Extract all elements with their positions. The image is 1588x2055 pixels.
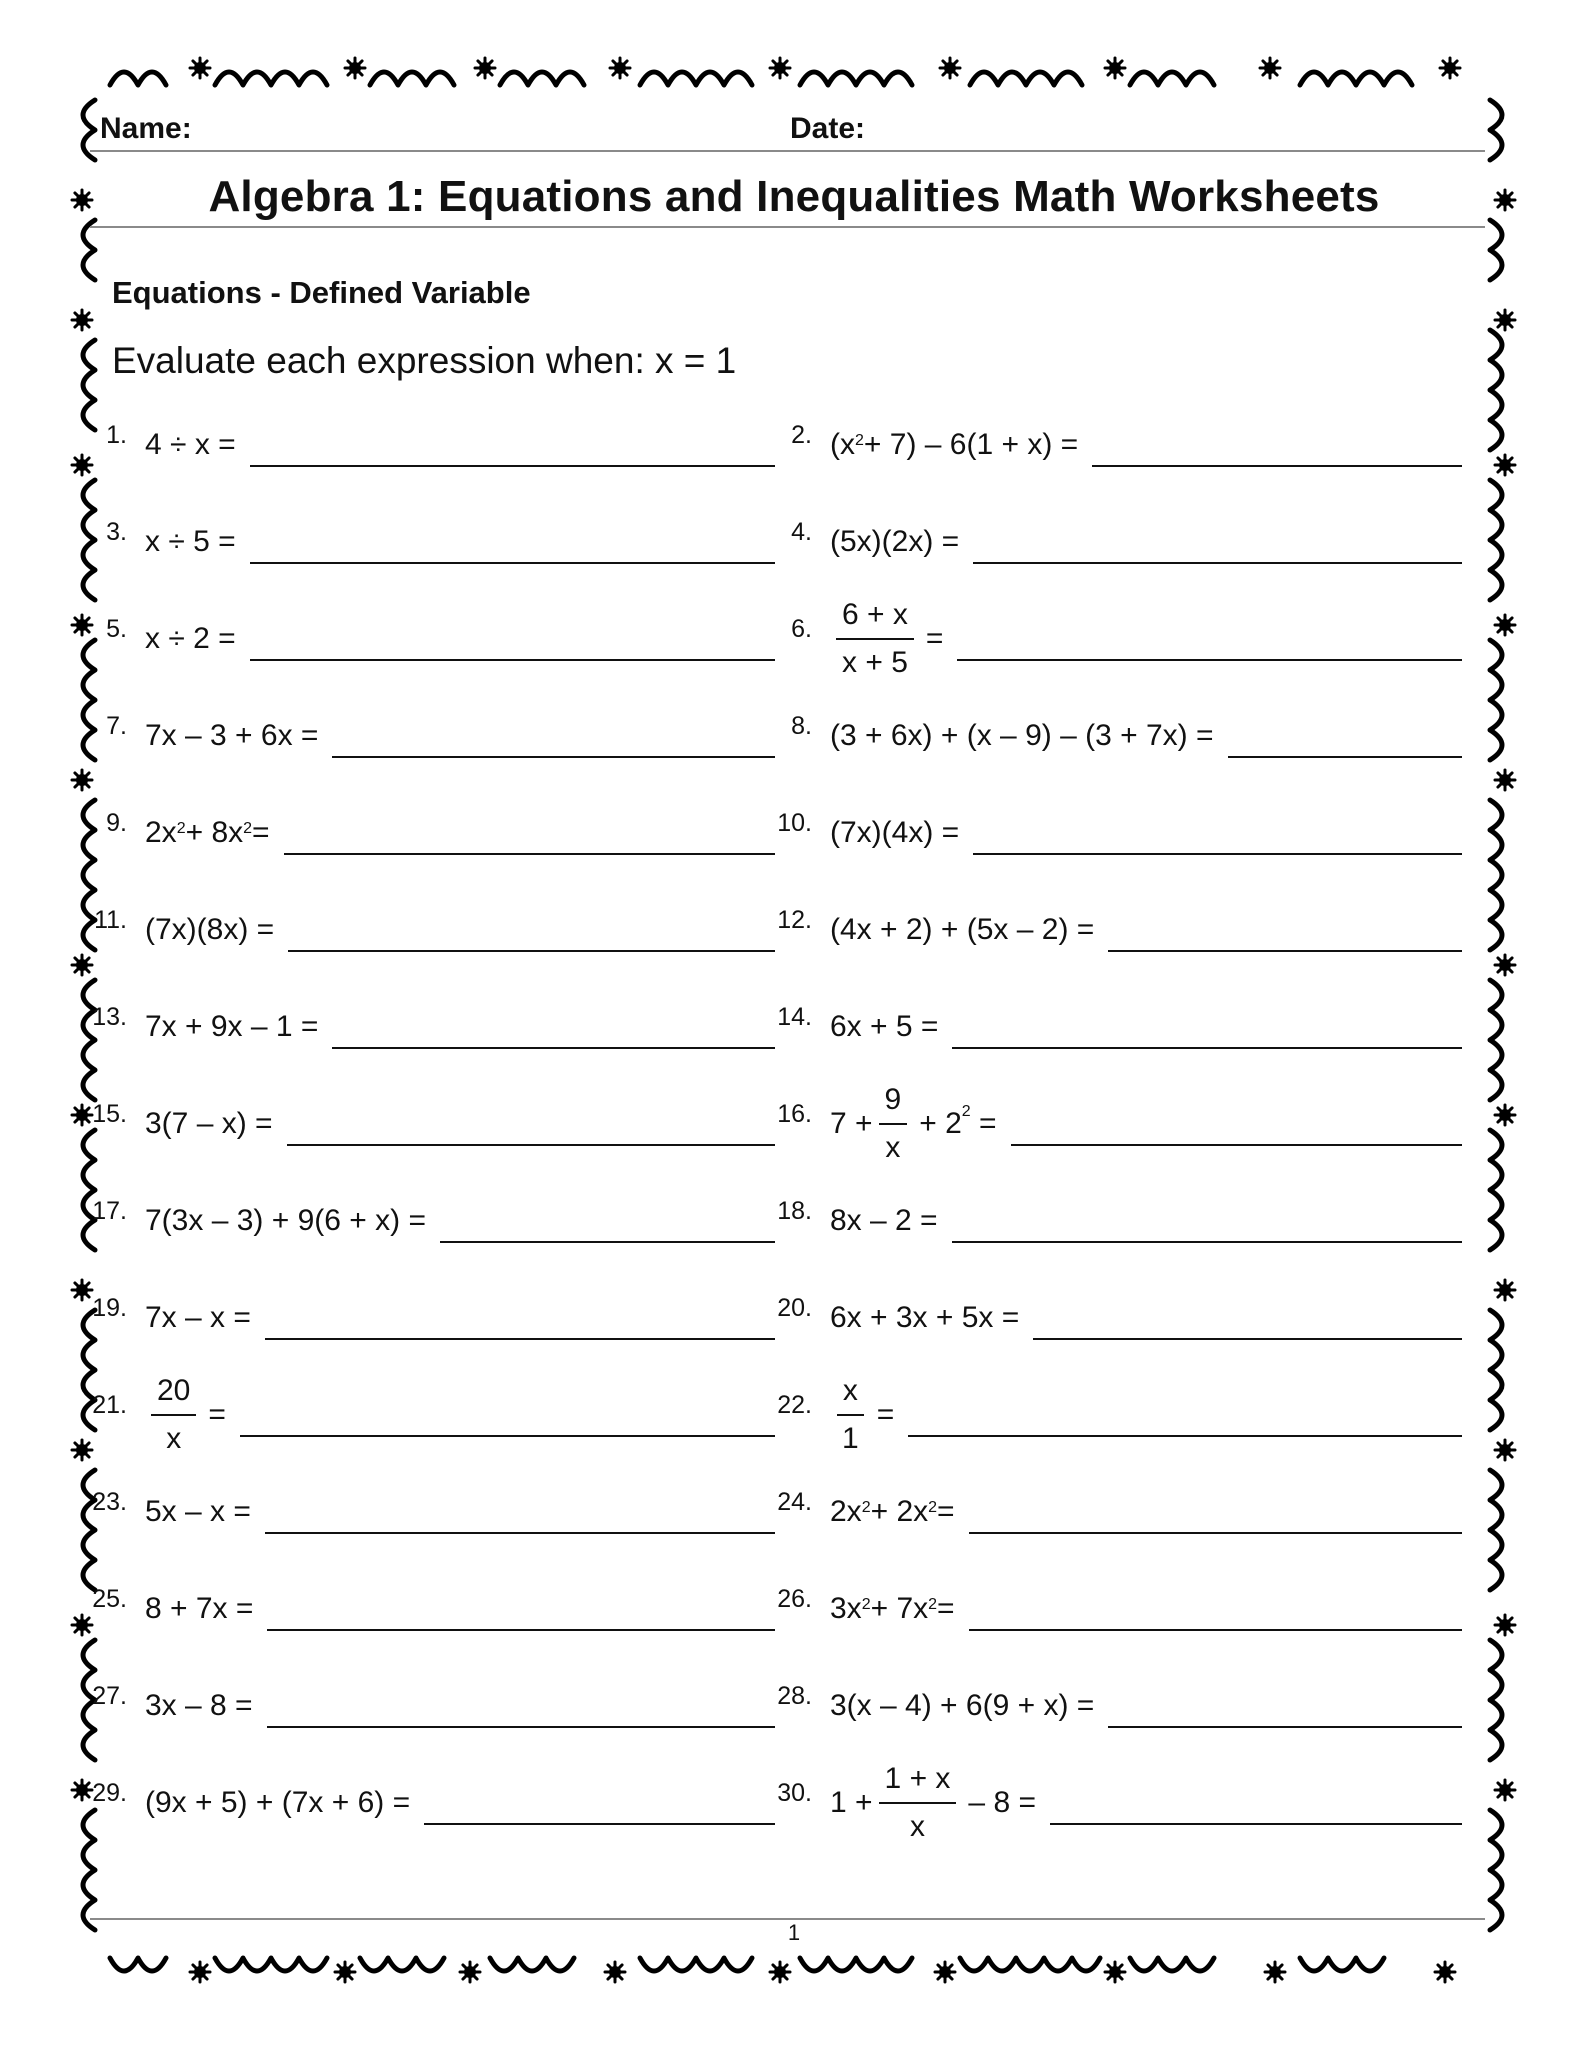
fraction	[836, 1376, 865, 1454]
problem-item	[85, 793, 775, 873]
header-divider	[90, 150, 1485, 152]
problem-expression: 7(3x – 3) + 9(6 + x) =	[145, 1204, 426, 1237]
problem-expression: 7x – 3 + 6x =	[145, 719, 319, 752]
fraction	[879, 1085, 908, 1163]
problem-expression: (7x)(4x) =	[830, 816, 960, 849]
problem-item	[770, 502, 1462, 582]
problem-number: 16.	[777, 1100, 812, 1128]
answer-line[interactable]	[1092, 465, 1462, 467]
problem-number: 29.	[92, 1779, 127, 1807]
problem-expression	[145, 1375, 226, 1455]
problem-expression: 6x + 3x + 5x =	[830, 1301, 1020, 1334]
problem-expression: 7x + 9x – 1 =	[145, 1010, 319, 1043]
problem-expression: (7x)(8x) =	[145, 913, 275, 946]
problem-number: 24.	[777, 1488, 812, 1516]
problem-expression: 4 ÷ x =	[145, 428, 236, 461]
fraction	[836, 600, 914, 678]
problem-number: 18.	[777, 1197, 812, 1225]
answer-line[interactable]	[424, 1823, 775, 1825]
fraction-numerator: 9	[879, 1085, 908, 1125]
problem-number: 25.	[92, 1585, 127, 1613]
problem-expression: 3(7 – x) =	[145, 1107, 273, 1140]
problem-number: 7.	[106, 712, 127, 740]
problem-number: 15.	[92, 1100, 127, 1128]
answer-line[interactable]	[240, 1435, 775, 1437]
problem-item	[85, 1472, 775, 1552]
problem-expression: 7 + $\frac{9}{x}$ + $2^2$ =	[830, 1083, 997, 1164]
problem-item	[85, 1278, 775, 1358]
problem-expression	[830, 1375, 894, 1455]
instruction-text: Evaluate each expression when: x = 1	[112, 340, 737, 381]
problem-number: 28.	[777, 1682, 812, 1710]
date-label: Date:	[790, 112, 866, 145]
problem-number: 6.	[791, 615, 812, 643]
problem-expression: (3 + 6x) + (x – 9) – (3 + 7x) =	[830, 719, 1214, 752]
fraction-denominator: x	[909, 1810, 925, 1843]
fraction	[151, 1376, 196, 1454]
problem-number: 14.	[777, 1003, 812, 1031]
problem-item	[770, 1472, 1462, 1552]
fraction-denominator: 1	[842, 1422, 859, 1455]
problem-expression: 3(x – 4) + 6(9 + x) =	[830, 1689, 1095, 1722]
problem-expression: (x $^2$ + 7) – 6(1 + x) =	[830, 428, 1079, 461]
problem-item	[770, 987, 1462, 1067]
name-label: Name:	[100, 112, 192, 145]
answer-line[interactable]	[952, 1241, 1462, 1243]
answer-line[interactable]	[284, 853, 775, 855]
problem-expression: 3x – 8 =	[145, 1689, 253, 1722]
fraction	[879, 1764, 957, 1842]
answer-line[interactable]	[287, 1144, 775, 1146]
problem-number: 17.	[92, 1197, 127, 1225]
problem-number: 22.	[777, 1391, 812, 1419]
problem-expression: (5x)(2x) =	[830, 525, 960, 558]
problem-item	[770, 599, 1462, 679]
problem-item	[770, 1181, 1462, 1261]
problem-expression: 8x – 2 =	[830, 1204, 938, 1237]
problem-item	[85, 1666, 775, 1746]
answer-line[interactable]	[250, 465, 775, 467]
answer-line[interactable]	[952, 1047, 1462, 1049]
problem-item	[85, 1181, 775, 1261]
answer-line[interactable]	[1050, 1823, 1462, 1825]
fraction-denominator: x + 5	[842, 646, 908, 679]
fraction-denominator: x	[166, 1422, 182, 1455]
problem-number: 3.	[106, 518, 127, 546]
problem-number: 9.	[106, 809, 127, 837]
problem-item	[85, 502, 775, 582]
answer-line[interactable]	[957, 659, 1462, 661]
answer-line[interactable]	[267, 1629, 775, 1631]
problem-item	[770, 1375, 1462, 1455]
problem-number: 8.	[791, 712, 812, 740]
problem-number: 11.	[94, 906, 127, 934]
expression-tail: =	[925, 622, 944, 655]
fraction-numerator: 1 + x	[879, 1764, 957, 1804]
problem-number: 20.	[777, 1294, 812, 1322]
answer-line[interactable]	[908, 1435, 1462, 1437]
expression-tail: + $2^2$ =	[919, 1103, 997, 1140]
answer-line[interactable]	[265, 1532, 775, 1534]
problem-number: 27.	[92, 1682, 127, 1710]
problem-item	[85, 1084, 775, 1164]
problem-item	[85, 696, 775, 776]
problem-expression: 2x $^2$ + 2x $^2$ =	[830, 1495, 955, 1528]
problem-expression: 2x $^2$ + 8x $^2$ =	[145, 816, 270, 849]
problem-item	[770, 405, 1462, 485]
answer-line[interactable]	[1108, 950, 1462, 952]
problem-item	[770, 1278, 1462, 1358]
expression-tail: =	[876, 1398, 895, 1431]
problem-item	[85, 890, 775, 970]
problem-item	[770, 1569, 1462, 1649]
problem-number: 19.	[92, 1294, 127, 1322]
answer-line[interactable]	[265, 1338, 775, 1340]
problem-expression: 8 + 7x =	[145, 1592, 254, 1625]
expression-tail: – 8 =	[968, 1786, 1036, 1819]
answer-line[interactable]	[1228, 756, 1462, 758]
problem-number: 10.	[777, 809, 812, 837]
problem-number: 13.	[92, 1003, 127, 1031]
problem-number: 4.	[791, 518, 812, 546]
problem-item	[770, 890, 1462, 970]
worksheet-title: Algebra 1: Equations and Inequalities Math Worksheets	[208, 172, 1380, 221]
problem-number: 21.	[92, 1391, 127, 1419]
problem-number: 30.	[777, 1779, 812, 1807]
fraction-numerator: 6 + x	[836, 600, 914, 640]
problem-item	[85, 1375, 775, 1455]
problem-expression: 7x – x =	[145, 1301, 251, 1334]
problem-expression	[830, 599, 943, 679]
problem-expression: (4x + 2) + (5x – 2) =	[830, 913, 1095, 946]
problem-item	[770, 1084, 1462, 1164]
problem-item	[770, 696, 1462, 776]
problem-item	[770, 1666, 1462, 1746]
answer-line[interactable]	[1033, 1338, 1462, 1340]
problem-expression: 6x + 5 =	[830, 1010, 939, 1043]
problem-item	[770, 1763, 1462, 1843]
problem-expression: 1 + $\frac{1 + x}{x}$ – 8 =	[830, 1762, 1036, 1843]
problem-item	[85, 599, 775, 679]
answer-line[interactable]	[332, 756, 775, 758]
problem-number: 26.	[777, 1585, 812, 1613]
problem-item	[85, 405, 775, 485]
fraction-numerator: 20	[151, 1376, 196, 1416]
problem-expression: 5x – x =	[145, 1495, 251, 1528]
problem-number: 2.	[791, 421, 812, 449]
problem-expression: x ÷ 2 =	[145, 622, 236, 655]
fraction-denominator: x	[885, 1131, 901, 1164]
problem-number: 23.	[92, 1488, 127, 1516]
answer-line[interactable]	[332, 1047, 775, 1049]
problem-item	[85, 987, 775, 1067]
answer-line[interactable]	[1011, 1144, 1462, 1146]
expression-tail: =	[208, 1398, 226, 1431]
problem-expression: x ÷ 5 =	[145, 525, 236, 558]
problem-expression: (9x + 5) + (7x + 6) =	[145, 1786, 411, 1819]
title-divider	[90, 226, 1485, 228]
page-number: 1	[787, 1920, 801, 1945]
answer-line[interactable]	[1108, 1726, 1462, 1728]
problem-number: 1.	[106, 421, 127, 449]
answer-line[interactable]	[973, 562, 1462, 564]
fraction-numerator: x	[837, 1376, 864, 1416]
answer-line[interactable]	[250, 659, 775, 661]
answer-line[interactable]	[288, 950, 775, 952]
answer-line[interactable]	[969, 1532, 1462, 1534]
section-title: Equations - Defined Variable	[112, 275, 531, 310]
problem-item	[85, 1569, 775, 1649]
answer-line[interactable]	[969, 1629, 1462, 1631]
problem-item	[770, 793, 1462, 873]
answer-line[interactable]	[973, 853, 1462, 855]
problem-number: 5.	[106, 615, 127, 643]
answer-line[interactable]	[267, 1726, 775, 1728]
problem-number: 12.	[777, 906, 812, 934]
problem-expression: 3x $^2$ + 7x $^2$ =	[830, 1592, 955, 1625]
problem-item	[85, 1763, 775, 1843]
answer-line[interactable]	[250, 562, 775, 564]
answer-line[interactable]	[440, 1241, 775, 1243]
